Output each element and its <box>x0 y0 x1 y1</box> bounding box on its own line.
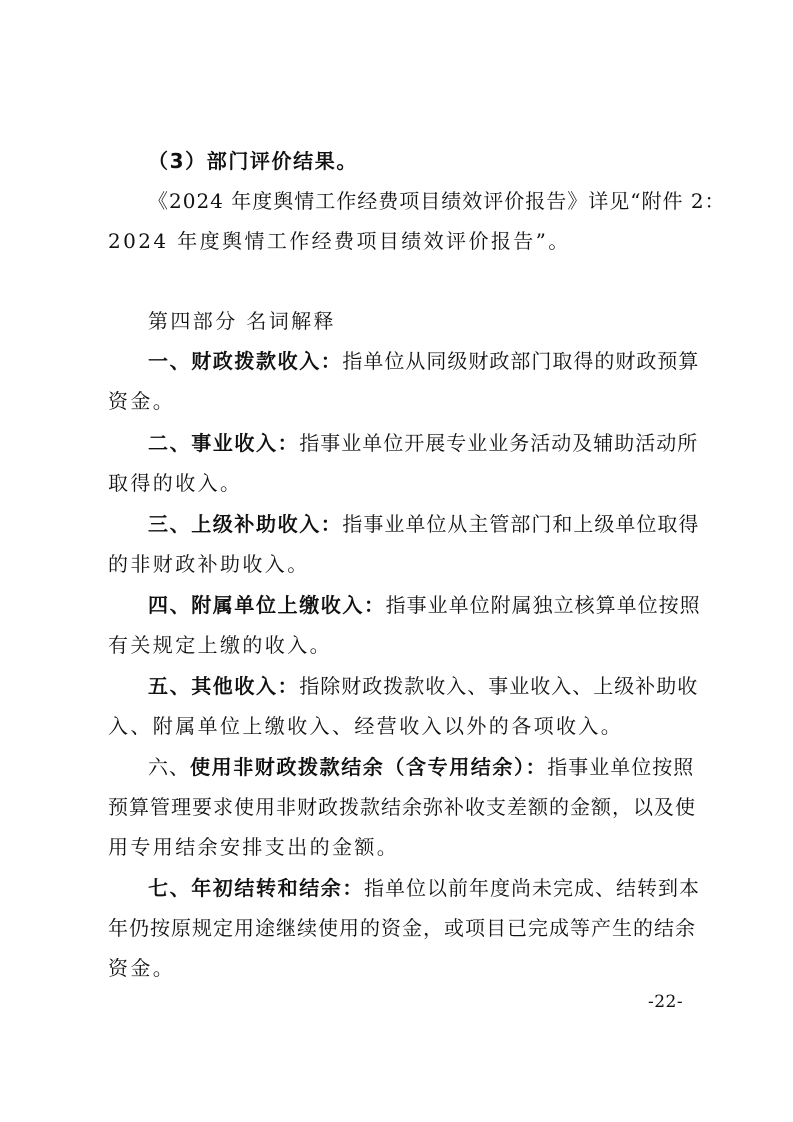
definition-line <box>148 428 699 458</box>
definition-text: 用专用结余安排支出的金额。 <box>108 835 400 859</box>
definition-line <box>148 671 699 701</box>
section-heading <box>148 146 693 176</box>
definition-text: 的非财政补助收入。 <box>108 552 310 576</box>
paragraph-text: 2024 年度舆情工作经费项目绩效评价报告”。 <box>108 229 571 253</box>
definition-text: 资金。 <box>108 956 176 980</box>
section-heading-text: （3）部门评价结果。 <box>148 149 358 173</box>
definition-text: 指单位以前年度尚未完成、结转到本 <box>364 876 700 900</box>
definition-text: 指事业单位按照 <box>547 755 695 779</box>
definition-term: 三、上级补助收入： <box>148 512 343 536</box>
definition-line <box>108 913 696 943</box>
definition-text: 有关规定上缴的收入。 <box>108 633 332 657</box>
definition-line <box>108 468 693 498</box>
definition-text: 入、附属单位上缴收入、经营收入以外的各项收入。 <box>108 714 624 738</box>
definition-line <box>148 346 700 376</box>
definition-text: 指事业单位开展专业业务活动及辅助活动所 <box>299 431 699 455</box>
definition-term: 一、财政拨款收入： <box>148 349 343 373</box>
definition-line <box>148 873 700 903</box>
definition-text: 预算管理要求使用非财政拨款结余弥补收支差额的金额，以及使 <box>108 795 696 819</box>
definition-text: 指事业单位附属独立核算单位按照 <box>385 593 701 617</box>
definition-term: 二、事业收入： <box>148 431 300 455</box>
definition-term: 四、附属单位上缴收入： <box>148 593 386 617</box>
definition-line <box>148 509 700 539</box>
definition-line <box>108 630 693 660</box>
definition-line <box>108 549 693 579</box>
definition-line <box>108 711 693 741</box>
definition-line <box>108 832 693 862</box>
part-title-text: 第四部分 名词解释 <box>148 309 336 333</box>
definition-text: 指事业单位从主管部门和上级单位取得 <box>342 512 700 536</box>
definition-line <box>108 792 696 822</box>
definition-term: 五、其他收入： <box>148 674 300 698</box>
definition-text: 指单位从同级财政部门取得的财政预算 <box>342 349 700 373</box>
paragraph-line <box>148 186 726 216</box>
definition-line <box>108 953 693 983</box>
definition-text: 年仍按原规定用途继续使用的资金，或项目已完成等产生的结余 <box>108 916 696 940</box>
definition-text: 资金。 <box>108 389 176 413</box>
definition-line <box>148 752 693 782</box>
definition-term: 使用非财政拨款结余（含专用结余）： <box>190 755 548 779</box>
paragraph-text: 《2024 年度舆情工作经费项目绩效评价报告》详见“附件 2： <box>148 189 726 213</box>
part-title <box>148 306 693 336</box>
definition-text: 取得的收入。 <box>108 471 243 495</box>
definition-term: 七、年初结转和结余： <box>148 876 364 900</box>
paragraph-line <box>108 226 693 256</box>
definition-text: 指除财政拨款收入、事业收入、上级补助收 <box>299 674 699 698</box>
definition-line <box>148 590 701 620</box>
page-number: -22- <box>648 992 684 1012</box>
definition-line <box>108 386 693 416</box>
definition-prefix: 六、 <box>148 755 190 779</box>
